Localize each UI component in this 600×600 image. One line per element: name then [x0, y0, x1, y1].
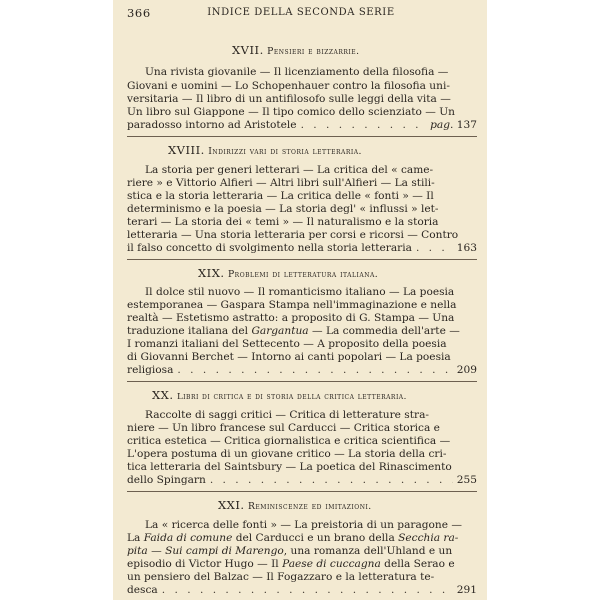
toc-line: tica letteraria del Saintsbury — La poetica del Rinascimento: [127, 461, 452, 473]
section-heading: XXI. Reminiscenze ed imitazioni.: [218, 498, 372, 512]
toc-entry-last-line: il falso concetto di svolgimento nella storia letteraria . . . 163: [127, 242, 477, 255]
toc-line: episodio di Victor Hugo — Il Paese di cuccagna della Serao e: [127, 558, 455, 570]
section-heading: XX. Libri di critica e di storia della critica letteraria.: [152, 388, 407, 402]
toc-line: versitaria — Il libro di un antifilosofo sulle leggi della vita —: [127, 93, 451, 105]
section-divider: [127, 136, 477, 137]
toc-line: traduzione italiana del Gargantua — La commedia dell'arte —: [127, 325, 460, 337]
toc-line: La « ricerca delle fonti » — La preistoria di un paragone —: [145, 519, 462, 531]
toc-line: Il dolce stil nuovo — Il romanticismo italiano — La poesia: [145, 286, 455, 298]
toc-line: Raccolte di saggi critici — Critica di letterature stra-: [145, 409, 429, 421]
page-reference: 291: [456, 584, 477, 596]
toc-line: pita — Sui campi di Marengo, una romanza dell'Uhland e un: [127, 545, 453, 557]
toc-line: letteraria — Una storia letteraria per corsi e ricorsi — Contro: [127, 229, 459, 241]
toc-line: niere — Un libro francese sul Carducci — Critica storica e: [127, 422, 440, 434]
leader-dots: [177, 364, 452, 377]
section-heading: XVIII. Indirizzi vari di storia letteraria.: [168, 143, 362, 157]
leader-dots: [301, 119, 427, 132]
toc-line: estemporanea — Gaspara Stampa nell'immaginazione e nella: [127, 299, 457, 311]
page-reference: pag. 137: [430, 119, 477, 131]
section-divider: [127, 381, 477, 382]
toc-line: di Giovanni Berchet — Intorno ai canti popolari — La poesia: [127, 351, 451, 363]
section-heading: [232, 43, 562, 57]
toc-entry-last-line: paradosso intorno ad Aristotele . . . pag. 137: [127, 119, 477, 132]
leader-dots: [210, 474, 453, 487]
italic-title: Faida di comune: [143, 532, 233, 544]
toc-line: riere » e Vittorio Alfieri — Altri libri sull'Alfieri — La stili-: [127, 177, 435, 189]
toc-line: determinismo e la poesia — La storia degl' « influssi » let-: [127, 203, 439, 215]
toc-line: Giovani e uomini — Lo Schopenhauer contro la filosofia uni-: [127, 80, 450, 92]
toc-line: Una rivista giovanile — Il licenziamento della filosofia —: [145, 66, 449, 78]
toc-line: I romanzi italiani del Settecento — A proposito della poesia: [127, 338, 447, 350]
page-reference: 209: [456, 364, 477, 376]
section-title: Pensieri e bizzarrie.: [267, 46, 360, 57]
toc-line: stica e la storia letteraria — La critica delle « fonti » — Il: [127, 190, 434, 202]
toc-line: un pensiero del Balzac — Il Fogazzaro e la letteratura te-: [127, 571, 435, 583]
toc-entry-last-line: religiosa . . . 209: [127, 364, 477, 377]
running-title: INDICE DELLA SECONDA SERIE: [207, 7, 395, 18]
section-divider: [127, 259, 477, 260]
italic-title: pita — Sui campi di Marengo: [127, 545, 284, 557]
page-reference: 163: [456, 242, 477, 254]
page-number: 366: [127, 6, 151, 20]
toc-line: terari — La storia dei « temi » — Il naturalismo e la storia: [127, 216, 439, 228]
leader-dots: [162, 584, 453, 597]
italic-title: Paese di cuccagna: [282, 558, 381, 570]
section-heading: XIX. Problemi di letteratura italiana.: [198, 266, 379, 280]
leader-dots: [416, 242, 453, 255]
toc-line: La storia per generi letterari — La critica del « came-: [145, 164, 434, 176]
toc-line: La Faida di comune del Carducci e un brano della Secchia ra-: [127, 532, 459, 544]
toc-line: L'opera postuma di un giovane critico — La storia della cri-: [127, 448, 447, 460]
toc-line: realtà — Estetismo astratto: a proposito di G. Stampa — Una: [127, 312, 455, 324]
toc-entry-last-line: dello Spingarn . . . 255: [127, 474, 477, 487]
toc-entry-last-line: desca . . . 291: [127, 584, 477, 597]
toc-line: Un libro sul Giappone — Il tipo comico dello scienziato — Un: [127, 106, 455, 118]
section-divider: [127, 491, 477, 492]
page-reference: 255: [456, 474, 477, 486]
italic-title: Gargantua: [251, 325, 309, 337]
italic-title: Secchia ra-: [398, 532, 459, 544]
section-numeral: XVII.: [232, 43, 264, 57]
toc-line: critica estetica — Critica giornalistica e critica scientifica —: [127, 435, 451, 447]
